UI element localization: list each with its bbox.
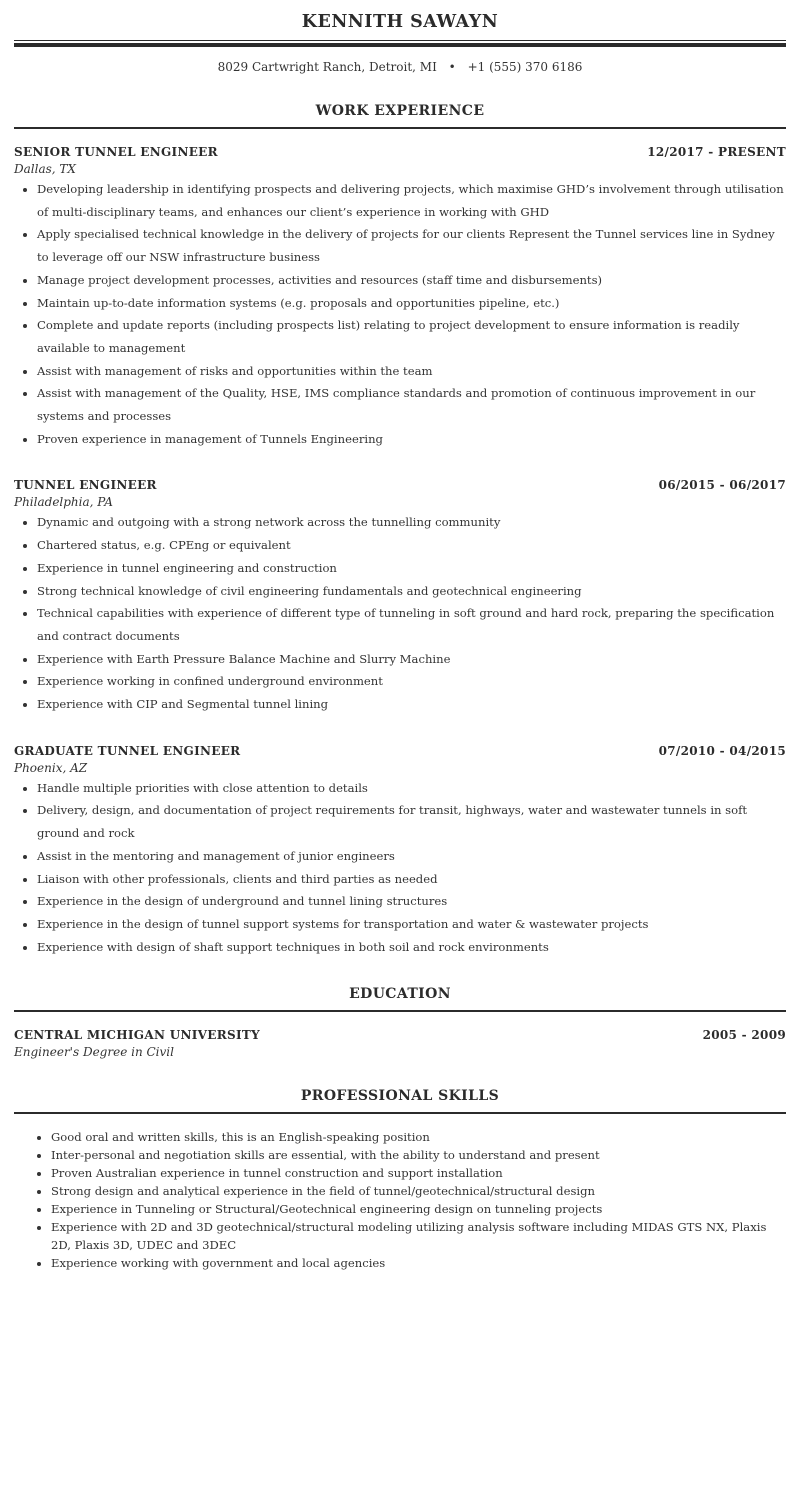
job-bullet: • Chartered status, e.g. CPEng or equivalent	[37, 534, 786, 557]
job-header	[14, 477, 786, 493]
job-bullet: • Dynamic and outgoing with a strong network across the tunnelling community	[37, 511, 786, 534]
job-bullets	[14, 777, 786, 959]
contact-phone: +1 (555) 370 6186	[467, 60, 583, 74]
job-bullets	[14, 178, 786, 450]
job-dates: 07/2010 - 04/2015	[658, 743, 786, 758]
skills-section	[14, 1086, 786, 1272]
job-bullet: • Developing leadership in identifying prospects and delivering projects, which maximise GHD’s involvement through utilisation of multi-disciplinary teams, and enhances our client’s experience in working with GHD	[37, 178, 786, 223]
section-rule-education	[14, 1010, 786, 1012]
job-title: GRADUATE TUNNEL ENGINEER	[14, 743, 241, 758]
section-title-skills: PROFESSIONAL SKILLS	[300, 1088, 500, 1105]
job-bullet: • Handle multiple priorities with close attention to details	[37, 777, 786, 800]
job-title: TUNNEL ENGINEER	[14, 478, 157, 493]
skill-item: • Proven Australian experience in tunnel construction and support installation	[51, 1164, 786, 1182]
header-thick-rule	[14, 43, 786, 47]
skill-item: • Experience working with government and local agencies	[51, 1254, 786, 1272]
job-bullet: • Experience in the design of underground and tunnel lining structures	[37, 890, 786, 913]
skill-item: • Strong design and analytical experience in the field of tunnel/geotechnical/structural design	[51, 1182, 786, 1200]
section-title-work: WORK EXPERIENCE	[315, 103, 485, 119]
job-entry	[14, 144, 786, 450]
skill-item: • Experience in Tunneling or Structural/Geotechnical engineering design on tunneling projects	[51, 1200, 786, 1218]
education-section	[14, 984, 786, 1061]
education-degree: Engineer's Degree in Civil	[14, 1045, 174, 1060]
contact-line	[14, 59, 786, 75]
section-rule-work	[14, 127, 786, 129]
job-bullets	[14, 511, 786, 715]
job-bullet: • Experience with Earth Pressure Balance Machine and Slurry Machine	[37, 648, 786, 671]
education-entry	[14, 1027, 786, 1061]
work-experience-section	[14, 101, 786, 958]
resume-page	[14, 0, 786, 1272]
job-dates: 06/2015 - 06/2017	[658, 478, 786, 493]
job-bullet: • Experience working in confined underground environment	[37, 670, 786, 693]
job-bullet: • Experience with design of shaft support techniques in both soil and rock environments	[37, 936, 786, 959]
job-location: Dallas, TX	[14, 162, 76, 176]
job-bullet: • Delivery, design, and documentation of project requirements for transit, highways, water and wastewater tunnels in soft ground and rock	[37, 799, 786, 844]
job-bullet: • Proven experience in management of Tunnels Engineering	[37, 428, 786, 451]
job-bullet: • Assist with management of the Quality, HSE, IMS compliance standards and promotion of continuous improvement in our systems and processes	[37, 382, 786, 427]
skill-item: • Experience with 2D and 3D geotechnical/structural modeling utilizing analysis software including MIDAS GTS NX, Plaxis 2D, Plaxis 3D, UDEC and 3DEC	[51, 1218, 786, 1254]
skills-list	[14, 1128, 786, 1272]
candidate-name: KENNITH SAWAYN	[301, 12, 499, 32]
job-bullet: • Experience with CIP and Segmental tunnel lining	[37, 693, 786, 716]
section-title-education: EDUCATION	[349, 986, 451, 1003]
job-title: SENIOR TUNNEL ENGINEER	[14, 145, 218, 159]
job-bullet: • Manage project development processes, activities and resources (staff time and disbursements)	[37, 269, 786, 292]
contact-separator: •	[448, 60, 456, 74]
education-school: CENTRAL MICHIGAN UNIVERSITY	[14, 1028, 260, 1043]
job-dates: 12/2017 - PRESENT	[647, 145, 786, 159]
job-location: Phoenix, AZ	[14, 760, 88, 775]
job-bullet: • Strong technical knowledge of civil engineering fundamentals and geotechnical engineering	[37, 580, 786, 603]
job-bullet: • Assist with management of risks and opportunities within the team	[37, 360, 786, 383]
job-header	[14, 743, 786, 759]
job-bullet: • Apply specialised technical knowledge in the delivery of projects for our clients Represent the Tunnel services line in Sydney to leverage off our NSW infrastructure business	[37, 223, 786, 268]
job-bullet: • Maintain up-to-date information systems (e.g. proposals and opportunities pipeline, etc.)	[37, 292, 786, 315]
skill-item: • Inter-personal and negotiation skills are essential, with the ability to understand and present	[51, 1146, 786, 1164]
job-entry	[14, 477, 786, 715]
job-bullet: • Experience in the design of tunnel support systems for transportation and water & wastewater projects	[37, 913, 786, 936]
job-bullet: • Technical capabilities with experience of different type of tunneling in soft ground and hard rock, preparing the specification and contract documents	[37, 602, 786, 647]
job-bullet: • Liaison with other professionals, clients and third parties as needed	[37, 868, 786, 891]
section-rule-skills	[14, 1112, 786, 1114]
job-bullet: • Experience in tunnel engineering and construction	[37, 557, 786, 580]
skill-item: • Good oral and written skills, this is an English-speaking position	[51, 1128, 786, 1146]
job-bullet: • Assist in the mentoring and management of junior engineers	[37, 845, 786, 868]
education-dates: 2005 - 2009	[702, 1028, 786, 1043]
job-entry	[14, 743, 786, 959]
education-header	[14, 1027, 786, 1043]
job-location: Philadelphia, PA	[14, 495, 113, 510]
job-header	[14, 144, 786, 160]
contact-address: 8029 Cartwright Ranch, Detroit, MI	[217, 60, 437, 74]
job-bullet: • Complete and update reports (including prospects list) relating to project development to ensure information is readily available to management	[37, 314, 786, 359]
